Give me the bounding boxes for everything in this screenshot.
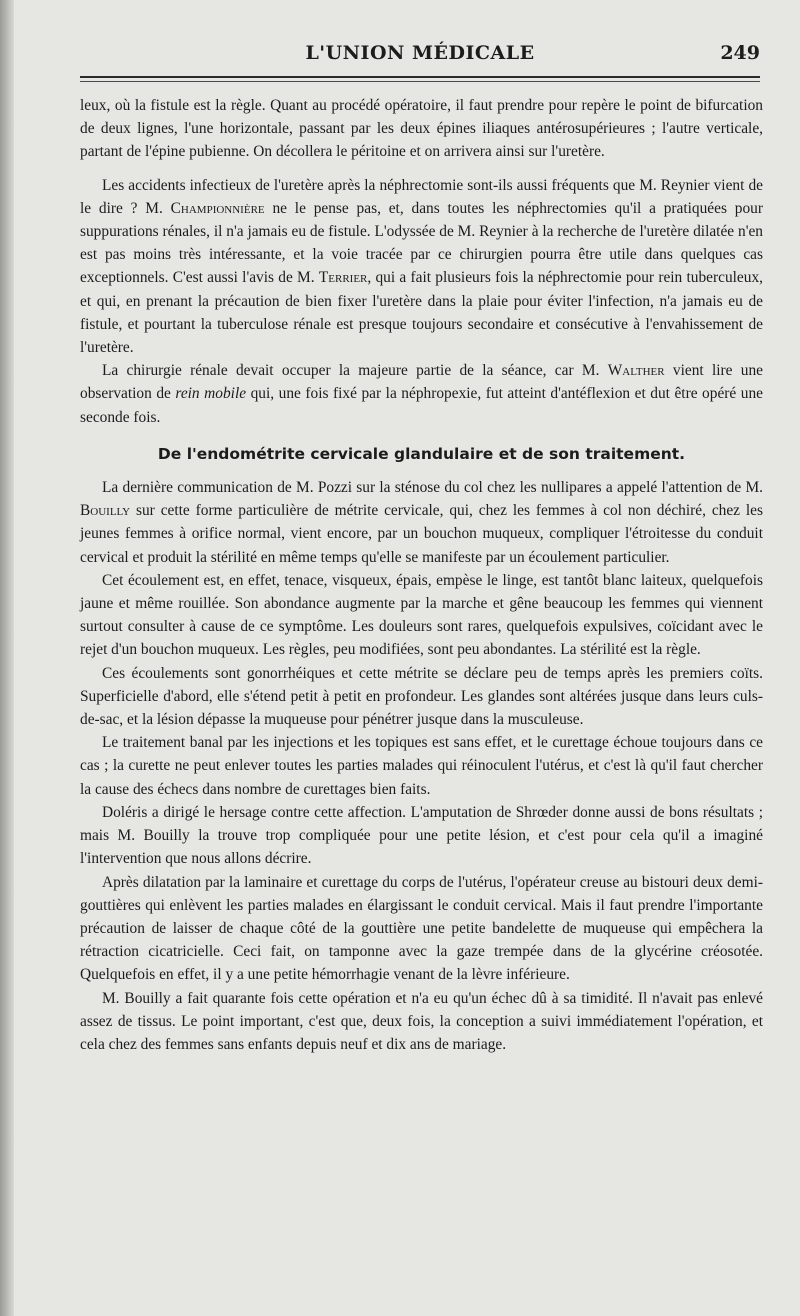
header-rule-thin [80, 81, 760, 82]
running-header [80, 38, 760, 74]
paragraph-treatment: Le traitement banal par les injections et les topiques est sans effet, et le curettage échoue toujours dans ce cas ; la curette ne peut enlever toutes les parties malades qui réinoculent l'utérus, et c'est là qu'il faut chercher la cause des échecs dans nombre de curettages bien faits. [80, 734, 763, 798]
page-binding-shadow [0, 0, 14, 1316]
paragraph-continued: leux, où la fistule est la règle. Quant au procédé opératoire, il faut prendre pour repère le point de bifurcation de deux lignes, l'une horizontale, passant par les deux épines iliaques antérosupérieures ; l'autre verticale, partant de l'épine pubienne. On décollera le péritoine et on arrivera ainsi sur l'uretère. [80, 97, 763, 161]
paragraph-doleris: Doléris a dirigé le hersage contre cette affection. L'amputation de Shrœder donne aussi de bons résultats ; mais M. Bouilly la trouve trop compliquée pour une petite lésion, et c'est pour cela qu'il a imaginé l'intervention que nous allons décrire. [80, 803, 763, 868]
article-body [80, 94, 763, 1056]
section-heading: De l'endométrite cervicale glandulaire et de son traitement. [157, 444, 686, 463]
text-run: Les accidents infectieux de l'uretère après la néphrectomie sont-ils aussi fréquents que M. Reynier vient de le dire ? M. [80, 176, 763, 217]
text-run: La dernière communication de M. Pozzi sur la sténose du col chez les nullipares a appelé l'attention de M. [102, 479, 763, 497]
text-run: , qui a fait plusieurs fois la néphrectomie pour rein tuberculeux, et qui, en prenant la précaution de bien fixer l'uretère dans la plaie pour éviter l'infection, n'a jamais eu de fistule, et pourtant la tuberculose rénale est presque toujours secondaire et consécutive à l'envahissement de l'uretère. [80, 269, 763, 357]
header-rule [80, 76, 760, 78]
paragraph-renal-surgery [80, 359, 763, 429]
paragraph-procedure: Après dilatation par la laminaire et curettage du corps de l'utérus, l'opérateur creuse au bistouri deux demi-gouttières qui enlèvent les parties malades en élargissant le conduit cervical. Mais il faut prendre l'importante précaution de laisser de chaque côté de la gouttière une petite bandelette de muqueuse qui empêchera la rétraction cicatricielle. Ceci fait, on tamponne avec la gaze trempée dans de la glycérine créosotée. Quelquefois en effet, il y a une petite hémorrhagie venant de la lèvre inférieure. [80, 873, 763, 984]
paragraph-etiology: Ces écoulements sont gonorrhéiques et cette métrite se déclare peu de temps après les premiers coïts. Superficielle d'abord, elle s'étend petit à petit en profondeur. Les glandes sont altérées jusque dans leurs culs-de-sac, et la lésion dépasse la muqueuse pour pénétrer jusque dans la musculeuse. [80, 664, 763, 729]
page-number: 249 [720, 42, 760, 64]
paragraph-ureter-infection [80, 174, 763, 360]
surgeon-name: Bouilly [80, 502, 131, 520]
paragraph-intro-endometritis [80, 476, 763, 569]
text-run: qui, une fois fixé par la néphropexie, fut atteint d'antéflexion et dut être opéré une seconde fois. [80, 385, 763, 426]
surgeon-name: Terrier [318, 269, 368, 287]
paragraph-results: M. Bouilly a fait quarante fois cette opération et n'a eu qu'un échec dû à sa timidité. Il n'avait pas enlevé assez de tissus. Le point important, c'est que, deux fois, la conception a suivi immédiatement l'opération, et cela chez des femmes sans enfants depuis neuf et dix ans de mariage. [80, 989, 763, 1053]
surgeon-name: Walther [607, 362, 665, 380]
text-run: vient lire une observation de [80, 362, 764, 403]
italic-term: rein mobile [175, 385, 247, 403]
text-run: ne le pense pas, et, dans toutes les néphrectomies qu'il a pratiquées pour suppurations rénales, il n'a jamais eu de fistule. L'odyssée de M. Reynier à la recherche de l'uretère dilatée n'en est pas moins très intéressante, et la voie tracée par ce chirurgien pourra être utile dans quelques cas exceptionnels. C'est aussi l'avis de M. [80, 199, 763, 287]
paragraph-symptoms: Cet écoulement est, en effet, tenace, visqueux, épais, empèse le linge, est tantôt blanc laiteux, quelquefois jaune et même rouillée. Son abondance augmente par la marche et gêne beaucoup les femmes qui viennent surtout consulter à cause de ce symptôme. Les douleurs sont rares, quelquefois expulsives, coïcidant avec le rejet d'un bouchon muqueux. Les règles, peu modifiées, sont peu abondantes. La stérilité est la règle. [80, 571, 763, 659]
text-run: La chirurgie rénale devait occuper la majeure partie de la séance, car M. [102, 362, 608, 380]
journal-title: L'UNION MÉDICALE [305, 42, 535, 64]
text-run: sur cette forme particulière de métrite cervicale, qui, chez les femmes à col non déchiré, chez les jeunes femmes à orifice normal, vient encore, par un bouchon muqueux, compliquer l'étroitesse du conduit cervical et produit la stérilité en même temps qu'elle se manifeste par un écoulement particulier. [80, 502, 763, 566]
surgeon-name: Championnière [170, 199, 265, 217]
